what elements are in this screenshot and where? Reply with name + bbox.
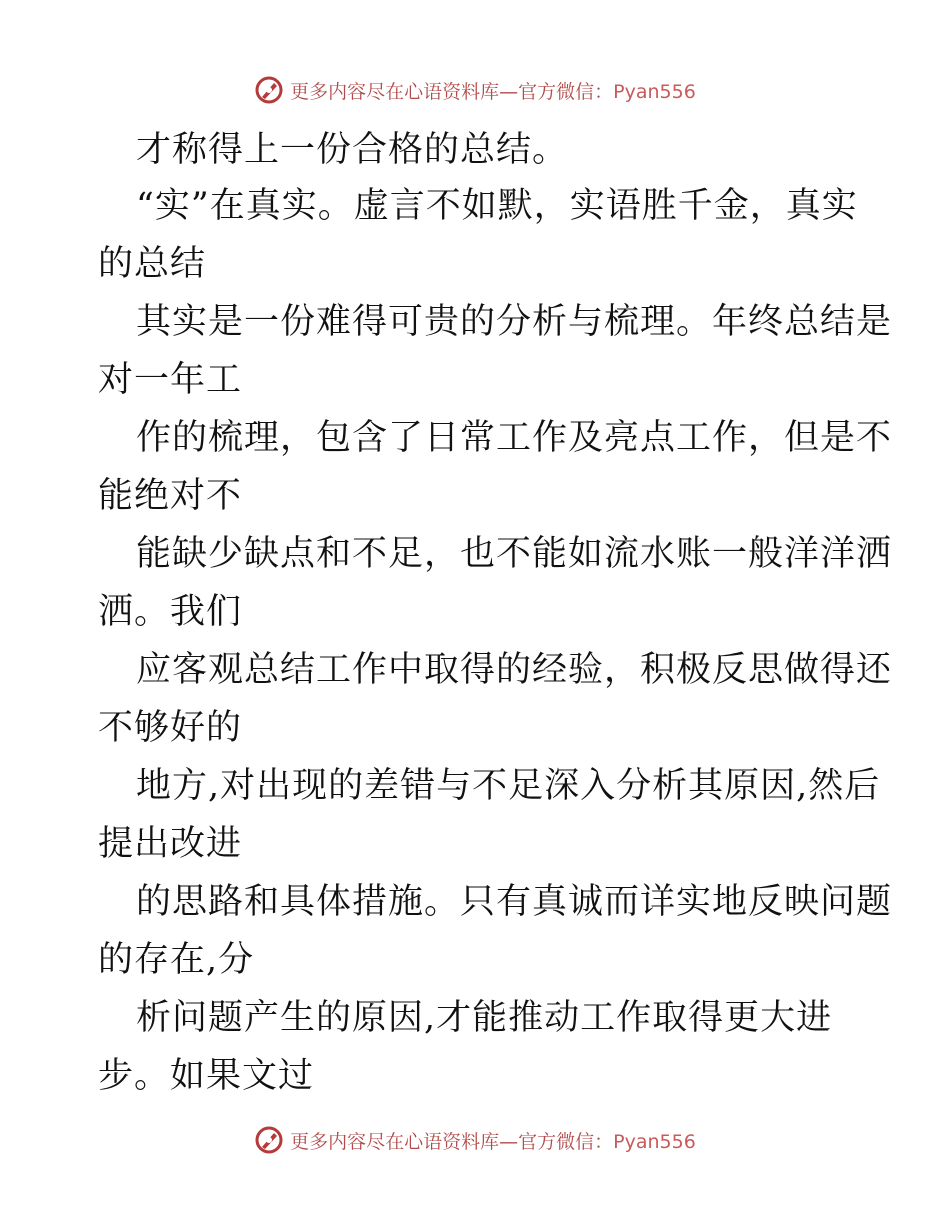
pen-logo-icon bbox=[254, 75, 284, 105]
text-line: 对一年工 bbox=[98, 360, 243, 400]
text-line: 洒。我们 bbox=[98, 592, 243, 632]
text-line: 析问题产生的原因,才能推动工作取得更大进 bbox=[136, 998, 833, 1038]
text-line: 能绝对不 bbox=[98, 476, 243, 516]
text-line: 的存在,分 bbox=[98, 940, 255, 980]
text-line: 其实是一份难得可贵的分析与梳理。年终总结是 bbox=[136, 302, 893, 342]
text-line: 应客观总结工作中取得的经验，积极反思做得还 bbox=[136, 650, 893, 690]
text-line: 的总结 bbox=[98, 244, 207, 284]
text-line: 才称得上一份合格的总结。 bbox=[136, 130, 569, 170]
text-line: 地方,对出现的差错与不足深入分析其原因,然后 bbox=[136, 766, 881, 806]
watermark-text: 更多内容尽在心语资料库—官方微信：Pyan556 bbox=[290, 1130, 696, 1153]
text-line: 步。如果文过 bbox=[98, 1056, 315, 1096]
pen-logo-icon bbox=[254, 1125, 284, 1155]
text-line: 能缺少缺点和不足，也不能如流水账一般洋洋洒 bbox=[136, 534, 893, 574]
header-watermark bbox=[0, 70, 950, 110]
text-line: 的思路和具体措施。只有真诚而详实地反映问题 bbox=[136, 882, 893, 922]
text-line: 作的梳理，包含了日常工作及亮点工作，但是不 bbox=[136, 418, 893, 458]
text-line: “实”在真实。虚言不如默，实语胜千金，真实 bbox=[136, 186, 858, 226]
text-line: 不够好的 bbox=[98, 708, 243, 748]
footer-watermark bbox=[0, 1120, 950, 1160]
text-line: 提出改进 bbox=[98, 824, 243, 864]
watermark-text: 更多内容尽在心语资料库—官方微信：Pyan556 bbox=[290, 80, 696, 103]
